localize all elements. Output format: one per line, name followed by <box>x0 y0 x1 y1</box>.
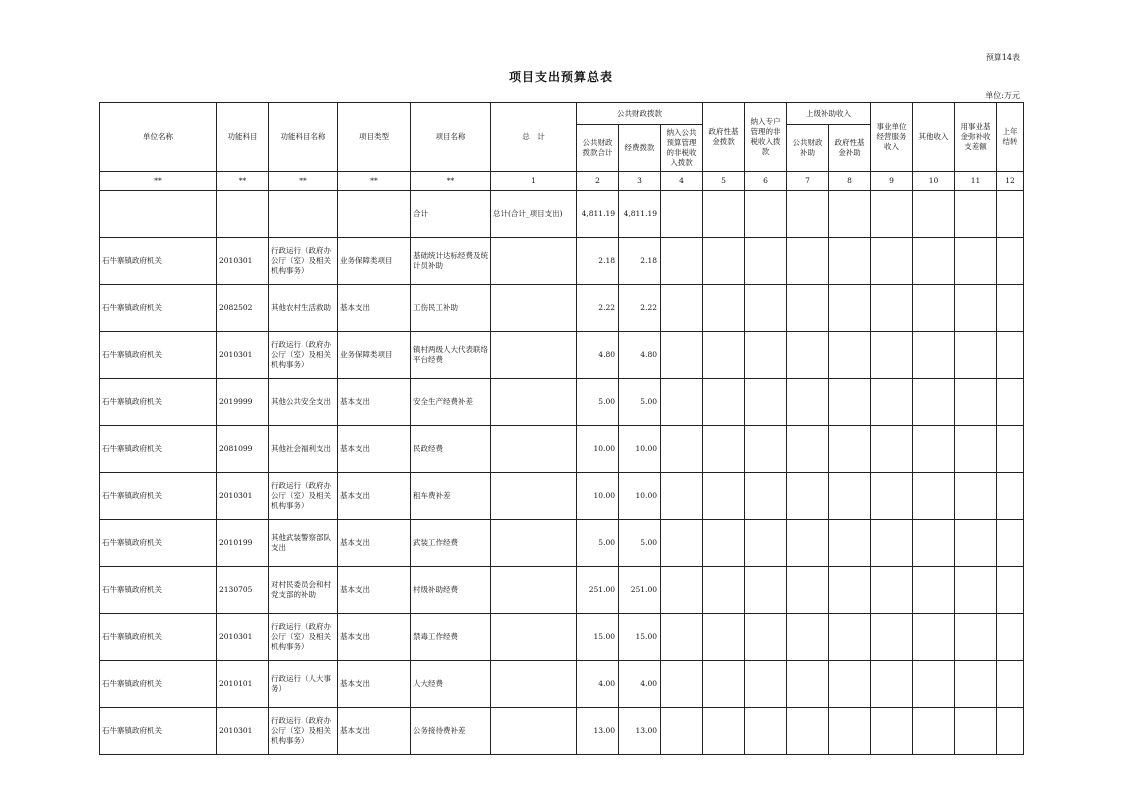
func-name-cell: 行政运行（政府办公厅（室）及相关机构事务） <box>269 238 338 285</box>
empty-cell <box>997 614 1024 661</box>
empty-cell <box>913 191 955 238</box>
total-cell <box>491 661 577 708</box>
empty-cell <box>703 238 745 285</box>
empty-cell <box>745 332 787 379</box>
index-cell: 7 <box>787 172 829 191</box>
empty-cell <box>787 661 829 708</box>
empty-cell <box>955 379 997 426</box>
header-other-income: 其他收入 <box>913 103 955 172</box>
project-type-cell: 业务保障类项目 <box>338 238 411 285</box>
header-project-name: 项目名称 <box>411 103 491 172</box>
unit-name-cell: 石牛寨镇政府机关 <box>100 285 217 332</box>
func-code-cell: 2010301 <box>217 614 269 661</box>
total-code-cell <box>217 191 269 238</box>
operating-funds-cell: 15.00 <box>619 614 661 661</box>
empty-cell <box>703 520 745 567</box>
empty-cell <box>745 379 787 426</box>
total-operating-funds: 4,811.19 <box>619 191 661 238</box>
empty-cell <box>871 708 913 755</box>
empty-cell <box>997 473 1024 520</box>
empty-cell <box>745 191 787 238</box>
operating-funds-cell: 2.18 <box>619 238 661 285</box>
empty-cell <box>745 473 787 520</box>
empty-cell <box>703 473 745 520</box>
empty-cell <box>745 238 787 285</box>
public-fiscal-cell: 2.18 <box>577 238 619 285</box>
header-unit-name: 单位名称 <box>100 103 217 172</box>
empty-cell <box>955 238 997 285</box>
empty-cell <box>703 191 745 238</box>
empty-cell <box>829 708 871 755</box>
total-row <box>100 191 1024 238</box>
empty-cell <box>661 614 703 661</box>
empty-cell <box>787 567 829 614</box>
operating-funds-cell: 5.00 <box>619 520 661 567</box>
project-type-cell: 基本支出 <box>338 614 411 661</box>
empty-cell <box>913 285 955 332</box>
index-cell: ** <box>217 172 269 191</box>
project-name-cell: 村级补助经费 <box>411 567 491 614</box>
func-code-cell: 2010301 <box>217 708 269 755</box>
empty-cell <box>829 332 871 379</box>
empty-cell <box>787 473 829 520</box>
public-fiscal-cell: 5.00 <box>577 520 619 567</box>
empty-cell <box>787 191 829 238</box>
empty-cell <box>913 238 955 285</box>
empty-cell <box>913 661 955 708</box>
project-name-cell: 基础统计达标经费及统计员补助 <box>411 238 491 285</box>
func-name-cell: 行政运行（人大事务） <box>269 661 338 708</box>
public-fiscal-cell: 10.00 <box>577 473 619 520</box>
table-row <box>100 285 1024 332</box>
project-type-cell: 基本支出 <box>338 379 411 426</box>
empty-cell <box>997 191 1024 238</box>
empty-cell <box>745 614 787 661</box>
unit-name-cell: 石牛寨镇政府机关 <box>100 520 217 567</box>
project-name-cell: 武装工作经费 <box>411 520 491 567</box>
project-expenditure-table <box>99 102 1024 755</box>
func-code-cell: 2010101 <box>217 661 269 708</box>
table-body <box>100 238 1024 755</box>
operating-funds-cell: 251.00 <box>619 567 661 614</box>
empty-cell <box>745 708 787 755</box>
empty-cell <box>661 708 703 755</box>
index-cell: 11 <box>955 172 997 191</box>
empty-cell <box>997 426 1024 473</box>
table-row <box>100 332 1024 379</box>
empty-cell <box>955 332 997 379</box>
header-higher-subsidy-group: 上级补助收入 <box>787 103 871 125</box>
project-type-cell: 基本支出 <box>338 567 411 614</box>
total-cell <box>491 379 577 426</box>
unit-name-cell: 石牛寨镇政府机关 <box>100 426 217 473</box>
total-public-fiscal: 4,811.19 <box>577 191 619 238</box>
operating-funds-cell: 10.00 <box>619 473 661 520</box>
index-cell: 9 <box>871 172 913 191</box>
func-name-cell: 行政运行（政府办公厅（室）及相关机构事务） <box>269 614 338 661</box>
empty-cell <box>997 661 1024 708</box>
total-cell <box>491 238 577 285</box>
header-public-fiscal-group: 公共财政拨款 <box>577 103 703 125</box>
empty-cell <box>871 285 913 332</box>
func-code-cell: 2010301 <box>217 473 269 520</box>
public-fiscal-cell: 5.00 <box>577 379 619 426</box>
empty-cell <box>871 661 913 708</box>
total-project-name: 合计 <box>411 191 491 238</box>
project-name-cell: 工伤民工补助 <box>411 285 491 332</box>
total-func-cell <box>269 191 338 238</box>
empty-cell <box>703 332 745 379</box>
table-row <box>100 661 1024 708</box>
empty-cell <box>997 567 1024 614</box>
operating-funds-cell: 4.80 <box>619 332 661 379</box>
unit-name-cell: 石牛寨镇政府机关 <box>100 379 217 426</box>
empty-cell <box>955 708 997 755</box>
project-name-cell: 民政经费 <box>411 426 491 473</box>
empty-cell <box>955 426 997 473</box>
empty-cell <box>661 520 703 567</box>
empty-cell <box>913 332 955 379</box>
total-cell <box>491 520 577 567</box>
func-name-cell: 其他公共安全支出 <box>269 379 338 426</box>
total-cell <box>491 332 577 379</box>
header-carryover: 上年结转 <box>997 103 1024 172</box>
func-name-cell: 对村民委员会和村党支部的补助 <box>269 567 338 614</box>
empty-cell <box>997 520 1024 567</box>
empty-cell <box>913 379 955 426</box>
index-cell: 3 <box>619 172 661 191</box>
index-cell: 2 <box>577 172 619 191</box>
index-cell: ** <box>338 172 411 191</box>
empty-cell <box>913 614 955 661</box>
unit-name-cell: 石牛寨镇政府机关 <box>100 238 217 285</box>
index-cell: ** <box>411 172 491 191</box>
empty-cell <box>787 285 829 332</box>
unit-label: 单位:万元 <box>985 91 1020 100</box>
empty-cell <box>871 238 913 285</box>
header-higher-gov-fund: 政府性基金补助 <box>829 125 871 172</box>
table-row <box>100 379 1024 426</box>
empty-cell <box>913 426 955 473</box>
func-name-cell: 行政运行（政府办公厅（室）及相关机构事务） <box>269 332 338 379</box>
table-row <box>100 520 1024 567</box>
empty-cell <box>913 567 955 614</box>
empty-cell <box>997 332 1024 379</box>
func-name-cell: 其他农村生活救助 <box>269 285 338 332</box>
func-name-cell: 其他武装警察部队支出 <box>269 520 338 567</box>
func-code-cell: 2130705 <box>217 567 269 614</box>
empty-cell <box>997 285 1024 332</box>
unit-name-cell: 石牛寨镇政府机关 <box>100 708 217 755</box>
total-cell <box>491 708 577 755</box>
func-code-cell: 2010301 <box>217 238 269 285</box>
index-cell: 5 <box>703 172 745 191</box>
empty-cell <box>703 614 745 661</box>
empty-cell <box>955 661 997 708</box>
empty-cell <box>829 520 871 567</box>
empty-cell <box>787 614 829 661</box>
func-name-cell: 行政运行（政府办公厅（室）及相关机构事务） <box>269 473 338 520</box>
public-fiscal-cell: 4.00 <box>577 661 619 708</box>
empty-cell <box>745 426 787 473</box>
empty-cell <box>703 379 745 426</box>
public-fiscal-cell: 10.00 <box>577 426 619 473</box>
table-row <box>100 238 1024 285</box>
total-cell <box>491 567 577 614</box>
table-row <box>100 708 1024 755</box>
empty-cell <box>871 520 913 567</box>
total-cell <box>491 614 577 661</box>
operating-funds-cell: 2.22 <box>619 285 661 332</box>
empty-cell <box>871 191 913 238</box>
index-cell: 12 <box>997 172 1024 191</box>
index-cell: 1 <box>491 172 577 191</box>
empty-cell <box>661 426 703 473</box>
empty-cell <box>997 238 1024 285</box>
operating-funds-cell: 10.00 <box>619 426 661 473</box>
header-institution-service: 事业单位经营服务收入 <box>871 103 913 172</box>
empty-cell <box>829 379 871 426</box>
func-name-cell: 其他社会福利支出 <box>269 426 338 473</box>
table-row <box>100 426 1024 473</box>
header-total: 总 计 <box>491 103 577 172</box>
empty-cell <box>829 567 871 614</box>
empty-cell <box>661 332 703 379</box>
project-type-cell: 基本支出 <box>338 708 411 755</box>
empty-cell <box>997 379 1024 426</box>
header-special-non-tax: 纳入专户管理的非税收入拨款 <box>745 103 787 172</box>
operating-funds-cell: 5.00 <box>619 379 661 426</box>
empty-cell <box>703 285 745 332</box>
index-row <box>100 172 1024 191</box>
empty-cell <box>913 473 955 520</box>
total-label: 总计(合计_项目支出) <box>491 191 577 238</box>
empty-cell <box>955 614 997 661</box>
header-fund-deficit: 用事业基金弥补收支差额 <box>955 103 997 172</box>
index-cell: 6 <box>745 172 787 191</box>
empty-cell <box>661 238 703 285</box>
empty-cell <box>745 567 787 614</box>
project-type-cell: 基本支出 <box>338 285 411 332</box>
unit-name-cell: 石牛寨镇政府机关 <box>100 473 217 520</box>
empty-cell <box>955 520 997 567</box>
empty-cell <box>871 379 913 426</box>
empty-cell <box>829 426 871 473</box>
empty-cell <box>787 426 829 473</box>
empty-cell <box>661 191 703 238</box>
empty-cell <box>871 614 913 661</box>
unit-name-cell: 石牛寨镇政府机关 <box>100 567 217 614</box>
func-name-cell: 行政运行（政府办公厅（室）及相关机构事务） <box>269 708 338 755</box>
project-name-cell: 禁毒工作经费 <box>411 614 491 661</box>
empty-cell <box>871 426 913 473</box>
unit-name-cell: 石牛寨镇政府机关 <box>100 614 217 661</box>
empty-cell <box>829 661 871 708</box>
table-row <box>100 567 1024 614</box>
index-cell: ** <box>269 172 338 191</box>
empty-cell <box>829 191 871 238</box>
empty-cell <box>913 520 955 567</box>
func-code-cell: 2081099 <box>217 426 269 473</box>
public-fiscal-cell: 2.22 <box>577 285 619 332</box>
index-cell: 8 <box>829 172 871 191</box>
empty-cell <box>703 708 745 755</box>
total-cell <box>491 426 577 473</box>
table-row <box>100 614 1024 661</box>
project-type-cell: 基本支出 <box>338 661 411 708</box>
empty-cell <box>787 332 829 379</box>
empty-cell <box>997 708 1024 755</box>
empty-cell <box>955 285 997 332</box>
empty-cell <box>787 379 829 426</box>
unit-name-cell: 石牛寨镇政府机关 <box>100 332 217 379</box>
form-number: 预算14表 <box>985 53 1020 62</box>
total-type-cell <box>338 191 411 238</box>
header-public-fiscal-total: 公共财政拨款合计 <box>577 125 619 172</box>
project-name-cell: 公务接待费补差 <box>411 708 491 755</box>
project-name-cell: 镇村两级人大代表联络平台经费 <box>411 332 491 379</box>
empty-cell <box>829 285 871 332</box>
empty-cell <box>955 567 997 614</box>
project-name-cell: 租车费补差 <box>411 473 491 520</box>
empty-cell <box>787 520 829 567</box>
empty-cell <box>829 238 871 285</box>
empty-cell <box>787 238 829 285</box>
empty-cell <box>829 614 871 661</box>
empty-cell <box>703 567 745 614</box>
index-cell: 10 <box>913 172 955 191</box>
func-code-cell: 2010199 <box>217 520 269 567</box>
public-fiscal-cell: 15.00 <box>577 614 619 661</box>
public-fiscal-cell: 251.00 <box>577 567 619 614</box>
index-cell: ** <box>100 172 217 191</box>
public-fiscal-cell: 4.80 <box>577 332 619 379</box>
project-type-cell: 基本支出 <box>338 426 411 473</box>
empty-cell <box>661 567 703 614</box>
project-type-cell: 基本支出 <box>338 473 411 520</box>
total-unit-cell <box>100 191 217 238</box>
page-title: 项目支出预算总表 <box>508 70 613 84</box>
empty-cell <box>871 567 913 614</box>
func-code-cell: 2019999 <box>217 379 269 426</box>
header-operating-funds: 经费拨款 <box>619 125 661 172</box>
func-code-cell: 2010301 <box>217 332 269 379</box>
project-type-cell: 基本支出 <box>338 520 411 567</box>
empty-cell <box>871 332 913 379</box>
operating-funds-cell: 4.00 <box>619 661 661 708</box>
empty-cell <box>955 473 997 520</box>
empty-cell <box>703 426 745 473</box>
empty-cell <box>787 708 829 755</box>
empty-cell <box>661 661 703 708</box>
empty-cell <box>661 473 703 520</box>
total-cell <box>491 473 577 520</box>
empty-cell <box>661 285 703 332</box>
func-code-cell: 2082502 <box>217 285 269 332</box>
header-func-name: 功能科目名称 <box>269 103 338 172</box>
empty-cell <box>955 191 997 238</box>
empty-cell <box>871 473 913 520</box>
empty-cell <box>745 520 787 567</box>
header-func-code: 功能科目 <box>217 103 269 172</box>
index-cell: 4 <box>661 172 703 191</box>
project-type-cell: 业务保障类项目 <box>338 332 411 379</box>
header-non-tax-in-budget: 纳入公共预算管理的非税收入拨款 <box>661 125 703 172</box>
empty-cell <box>703 661 745 708</box>
project-name-cell: 人大经费 <box>411 661 491 708</box>
header-higher-public-fiscal: 公共财政补助 <box>787 125 829 172</box>
header-gov-fund: 政府性基金拨款 <box>703 103 745 172</box>
public-fiscal-cell: 13.00 <box>577 708 619 755</box>
total-cell <box>491 285 577 332</box>
empty-cell <box>913 708 955 755</box>
operating-funds-cell: 13.00 <box>619 708 661 755</box>
table-row <box>100 473 1024 520</box>
empty-cell <box>745 661 787 708</box>
header-project-type: 项目类型 <box>338 103 411 172</box>
empty-cell <box>745 285 787 332</box>
empty-cell <box>829 473 871 520</box>
project-name-cell: 安全生产经费补差 <box>411 379 491 426</box>
empty-cell <box>661 379 703 426</box>
unit-name-cell: 石牛寨镇政府机关 <box>100 661 217 708</box>
